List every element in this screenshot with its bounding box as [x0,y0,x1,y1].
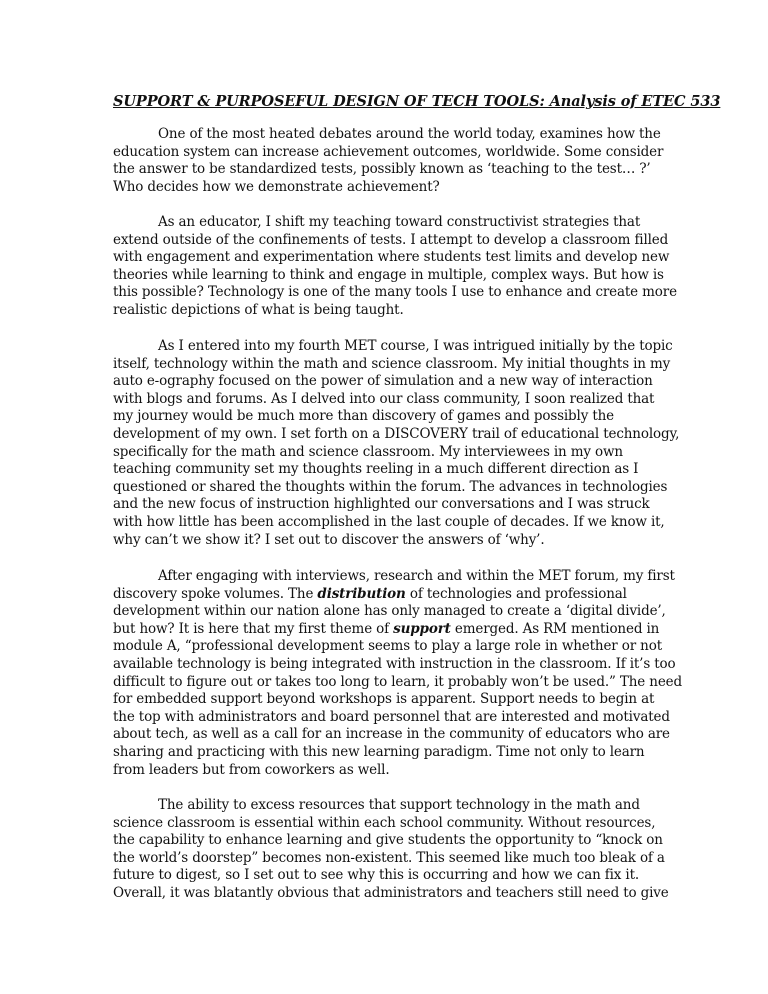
text-line: After engaging with interviews, research and within the MET forum, my first [158,568,675,584]
paragraph-2 [113,214,677,320]
text-line: teaching community set my thoughts reeling in a much different direction as I [113,461,639,478]
document-title: SUPPORT & PURPOSEFUL DESIGN OF TECH TOOLS: Analysis of ETEC 533 [113,93,721,110]
paragraph-4 [113,568,683,779]
text-run: of technologies and professional [405,585,627,602]
text-line: the top with administrators and board personnel that are interested and motivated [113,708,670,725]
text-run: discovery spoke volumes. The [113,585,318,602]
text-line: Who decides how we demonstrate achievement? [113,178,440,195]
text-line: science classroom is essential within each school community. Without resources, [113,814,656,831]
text-line: module A, “professional development seems to play a large role in whether or not [113,638,662,655]
text-line: for embedded support beyond workshops is apparent. Support needs to begin at [113,691,655,708]
text-line: Overall, it was blatantly obvious that administrators and teachers still need to give [113,884,669,901]
text-line: As an educator, I shift my teaching toward constructivist strategies that [158,214,641,230]
text-line: One of the most heated debates around the world today, examines how the [158,126,661,142]
text-line: extend outside of the confinements of tests. I attempt to develop a classroom filled [113,231,669,248]
text-line: from leaders but from coworkers as well. [113,761,390,778]
text-line [113,621,673,639]
text-line: available technology is being integrated with instruction in the classroom. If it’s too [113,655,676,672]
paragraph-3 [113,338,680,549]
text-line: future to digest, so I set out to see why this is occurring and how we can fix it. [113,867,639,884]
text-line: auto e-ography focused on the power of simulation and a new way of interaction [113,373,653,390]
emphasized-word: distribution [317,585,406,602]
text-line: the answer to be standardized tests, possibly known as ‘teaching to the test… ?’ [113,161,651,178]
text-line: about tech, as well as a call for an increase in the community of educators who are [113,726,670,743]
text-line: development of my own. I set forth on a DISCOVERY trail of educational technology, [113,425,680,442]
text-line: difficult to figure out or takes too long to learn, it probably won’t be used.” The need [113,673,683,690]
text-line: The ability to excess resources that support technology in the math and [158,797,640,813]
paragraph-5 [113,797,673,903]
text-line: questioned or shared the thoughts within the forum. The advances in technologies [113,478,668,495]
text-line: realistic depictions of what is being taught. [113,301,404,318]
text-line: the world’s doorstep” becomes non-existent. This seemed like much too bleak of a [113,849,665,866]
text-line: development within our nation alone has only managed to create a ‘digital divide’, [113,603,666,620]
text-line: why can’t we show it? I set out to discover the answers of ‘why’. [113,531,545,548]
text-line: and the new focus of instruction highlighted our conversations and I was struck [113,496,650,513]
text-line: the capability to enhance learning and give students the opportunity to “knock on [113,832,663,849]
text-line: this possible? Technology is one of the many tools I use to enhance and create more [113,284,677,301]
text-line: with blogs and forums. As I delved into our class community, I soon realized that [113,390,655,407]
text-line: with engagement and experimentation where students test limits and develop new [113,249,670,266]
text-line: specifically for the math and science classroom. My interviewees in my own [113,443,623,460]
text-line: education system can increase achievement outcomes, worldwide. Some consider [113,143,664,160]
text-line: with how little has been accomplished in the last couple of decades. If we know it, [113,513,665,530]
text-line: sharing and practicing with this new learning paradigm. Time not only to learn [113,743,645,760]
text-line: my journey would be much more than discovery of games and possibly the [113,408,614,425]
emphasized-word: support [393,620,451,637]
text-run: but how? It is here that my first theme of [113,620,394,637]
paragraph-1 [113,126,673,196]
text-line [113,586,673,604]
text-line: As I entered into my fourth MET course, I was intrigued initially by the topic [158,338,673,354]
text-line: itself, technology within the math and science classroom. My initial thoughts in my [113,355,671,372]
text-line: theories while learning to think and engage in multiple, complex ways. But how is [113,266,664,283]
text-run: emerged. As RM mentioned in [450,620,660,637]
